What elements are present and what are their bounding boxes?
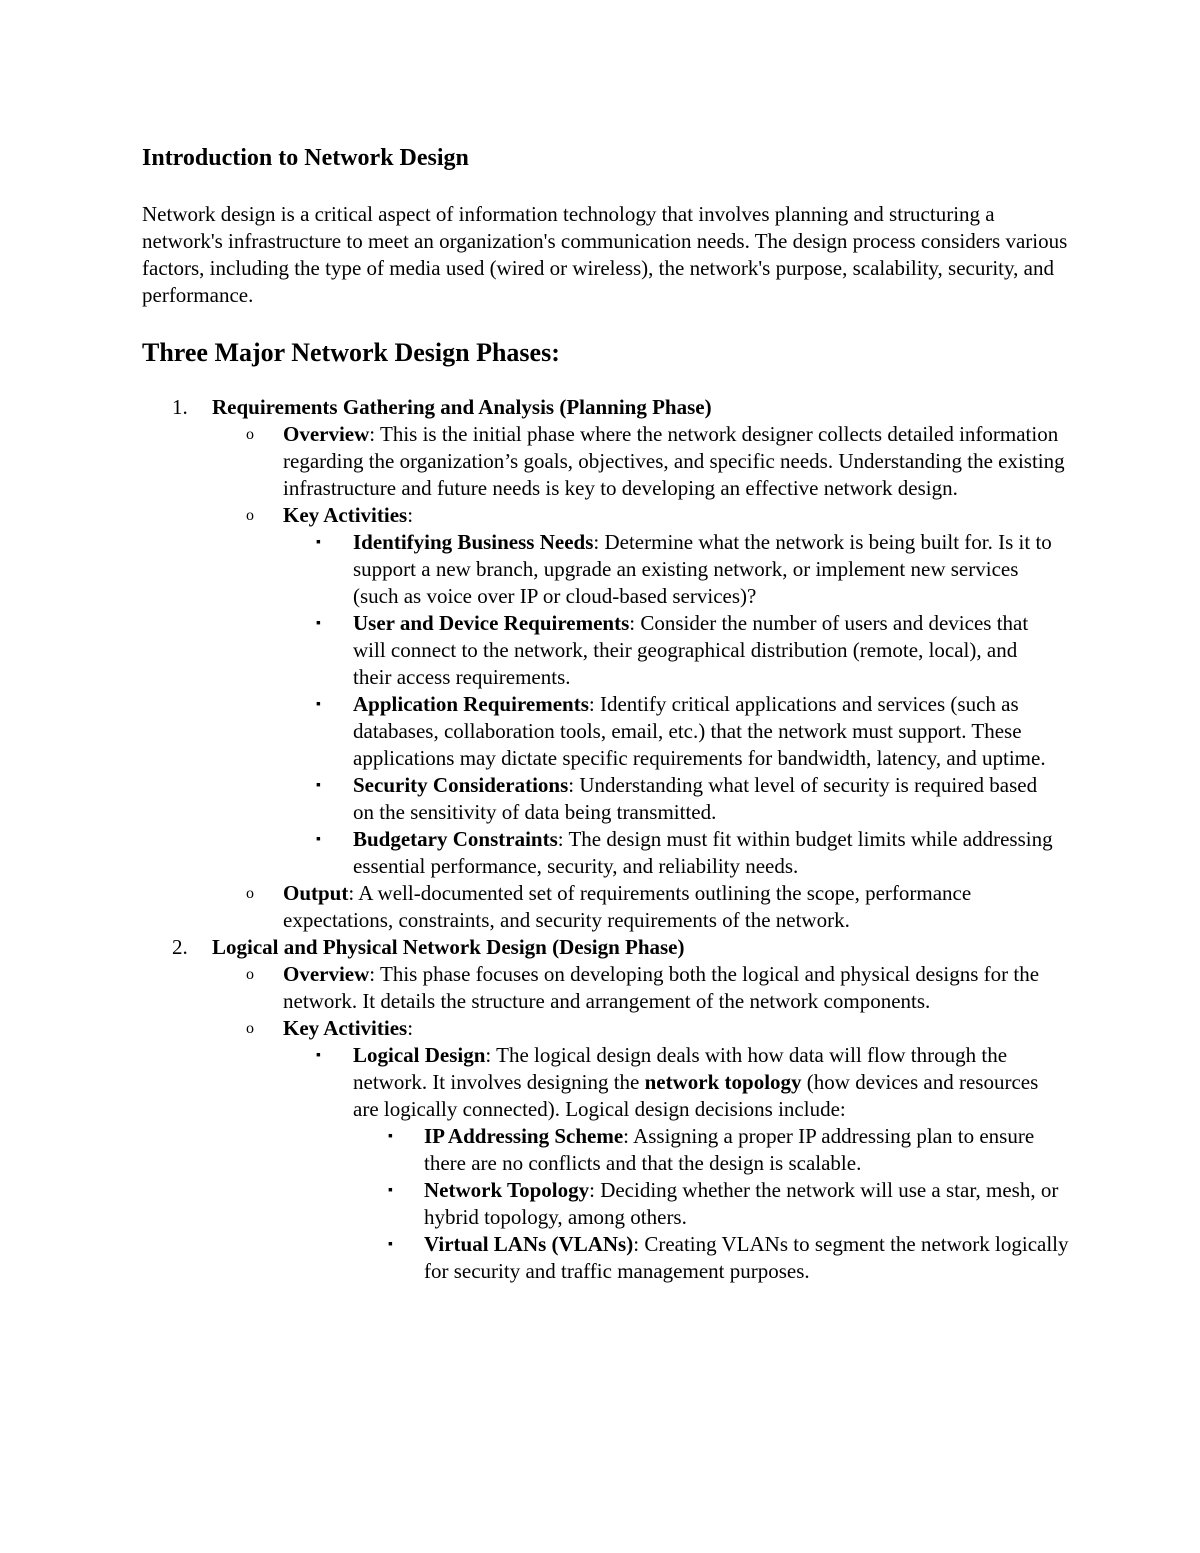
- square-bullet-icon: ▪: [388, 1129, 393, 1144]
- key-activities-colon: :: [407, 1016, 414, 1040]
- activity-label: Identifying Business Needs: [353, 530, 594, 554]
- circle-bullet-icon: o: [246, 1020, 254, 1037]
- overview-text: : This phase focuses on developing both the logical and physical designs for the network. It details the structure and arrangement of the network components.: [283, 962, 1040, 1013]
- output-text: : A well-documented set of requirements outlining the scope, performance expectations, constraints, and security requirements of the network.: [283, 881, 972, 932]
- overview-item: [0, 961, 1200, 1015]
- phase-item: [0, 394, 1200, 421]
- page-title: Introduction to Network Design: [142, 145, 469, 171]
- circle-bullet-icon: o: [246, 426, 254, 443]
- square-bullet-icon: ▪: [316, 535, 321, 550]
- phase-item: [0, 934, 1200, 961]
- activity-item: [0, 691, 1200, 772]
- activity-label: Budgetary Constraints: [353, 827, 558, 851]
- square-bullet-icon: ▪: [388, 1183, 393, 1198]
- intro-paragraph: Network design is a critical aspect of information technology that involves planning and structuring a network's infrastructure to meet an organization's communication needs. The design process considers various factors, including the type of media used (wired or wireless), the network's purpose, scalability, security, and performance.: [142, 202, 1068, 307]
- sub-activity-text: : Deciding whether the network will use a star, mesh, or hybrid topology, among others.: [424, 1178, 1059, 1229]
- activity-text: : The design must fit within budget limits while addressing essential performance, security, and reliability needs.: [353, 827, 1053, 878]
- key-activities-item: [0, 502, 1200, 529]
- sub-activity-label: Virtual LANs (VLANs): [424, 1232, 634, 1256]
- activity-text: : Consider the number of users and devices that will connect to the network, their geographical distribution (remote, local), and their access requirements.: [353, 611, 1029, 689]
- activity-label: Logical Design: [353, 1043, 486, 1067]
- list-number: 2.: [172, 935, 188, 959]
- activity-text: : Determine what the network is being built for. Is it to support a new branch, upgrade an existing network, or implement new services (such as voice over IP or cloud-based services)?: [353, 530, 1052, 608]
- section-heading: Three Major Network Design Phases:: [142, 338, 560, 367]
- overview-text: : This is the initial phase where the network designer collects detailed information regarding the organization’s goals, objectives, and specific needs. Understanding the existing infrastructure and future needs is key to developing an effective network design.: [283, 422, 1065, 500]
- activity-item: [0, 826, 1200, 880]
- sub-activity-item: [0, 1177, 1200, 1231]
- key-activities-colon: :: [407, 503, 414, 527]
- key-activities-item: [0, 1015, 1200, 1042]
- activity-item: [0, 1042, 1200, 1123]
- phases-list: [0, 394, 1200, 1285]
- sub-activity-item: [0, 1123, 1200, 1177]
- square-bullet-icon: ▪: [316, 616, 321, 631]
- activity-text: : The logical design deals with how data will flow through the network. It involves designing the: [353, 1043, 1008, 1094]
- output-label: Output: [283, 881, 349, 905]
- activity-text-cont: (how devices and resources are logically connected). Logical design decisions include:: [353, 1070, 1039, 1121]
- square-bullet-icon: ▪: [388, 1237, 393, 1252]
- sub-activity-text: : Assigning a proper IP addressing plan to ensure there are no conflicts and that the design is scalable.: [424, 1124, 1035, 1175]
- activity-text: : Identify critical applications and services (such as databases, collaboration tools, email, etc.) that the network must support. These applications may dictate specific requirements for bandwidth, latency, and uptime.: [353, 692, 1046, 770]
- activity-label: Application Requirements: [353, 692, 589, 716]
- activity-item: [0, 772, 1200, 826]
- output-item: [0, 880, 1200, 934]
- activity-text: : Understanding what level of security is required based on the sensitivity of data being transmitted.: [353, 773, 1038, 824]
- square-bullet-icon: ▪: [316, 832, 321, 847]
- circle-bullet-icon: o: [246, 966, 254, 983]
- activity-label: User and Device Requirements: [353, 611, 630, 635]
- list-number: 1.: [172, 395, 188, 419]
- sub-activity-item: [0, 1231, 1200, 1285]
- activity-label: Security Considerations: [353, 773, 569, 797]
- sub-activity-label: Network Topology: [424, 1178, 590, 1202]
- overview-label: Overview: [283, 962, 370, 986]
- sub-activity-text: : Creating VLANs to segment the network logically for security and traffic management purposes.: [424, 1232, 1069, 1283]
- overview-label: Overview: [283, 422, 370, 446]
- activity-item: [0, 529, 1200, 610]
- overview-item: [0, 421, 1200, 502]
- key-activities-label: Key Activities: [283, 1016, 408, 1040]
- square-bullet-icon: ▪: [316, 778, 321, 793]
- activity-item: [0, 610, 1200, 691]
- square-bullet-icon: ▪: [316, 1048, 321, 1063]
- sub-activity-label: IP Addressing Scheme: [424, 1124, 624, 1148]
- circle-bullet-icon: o: [246, 507, 254, 524]
- key-activities-label: Key Activities: [283, 503, 408, 527]
- phase-title: Logical and Physical Network Design (Design Phase): [212, 935, 685, 959]
- activity-bold-term: network topology: [644, 1070, 802, 1094]
- square-bullet-icon: ▪: [316, 697, 321, 712]
- circle-bullet-icon: o: [246, 885, 254, 902]
- phase-title: Requirements Gathering and Analysis (Planning Phase): [212, 395, 712, 419]
